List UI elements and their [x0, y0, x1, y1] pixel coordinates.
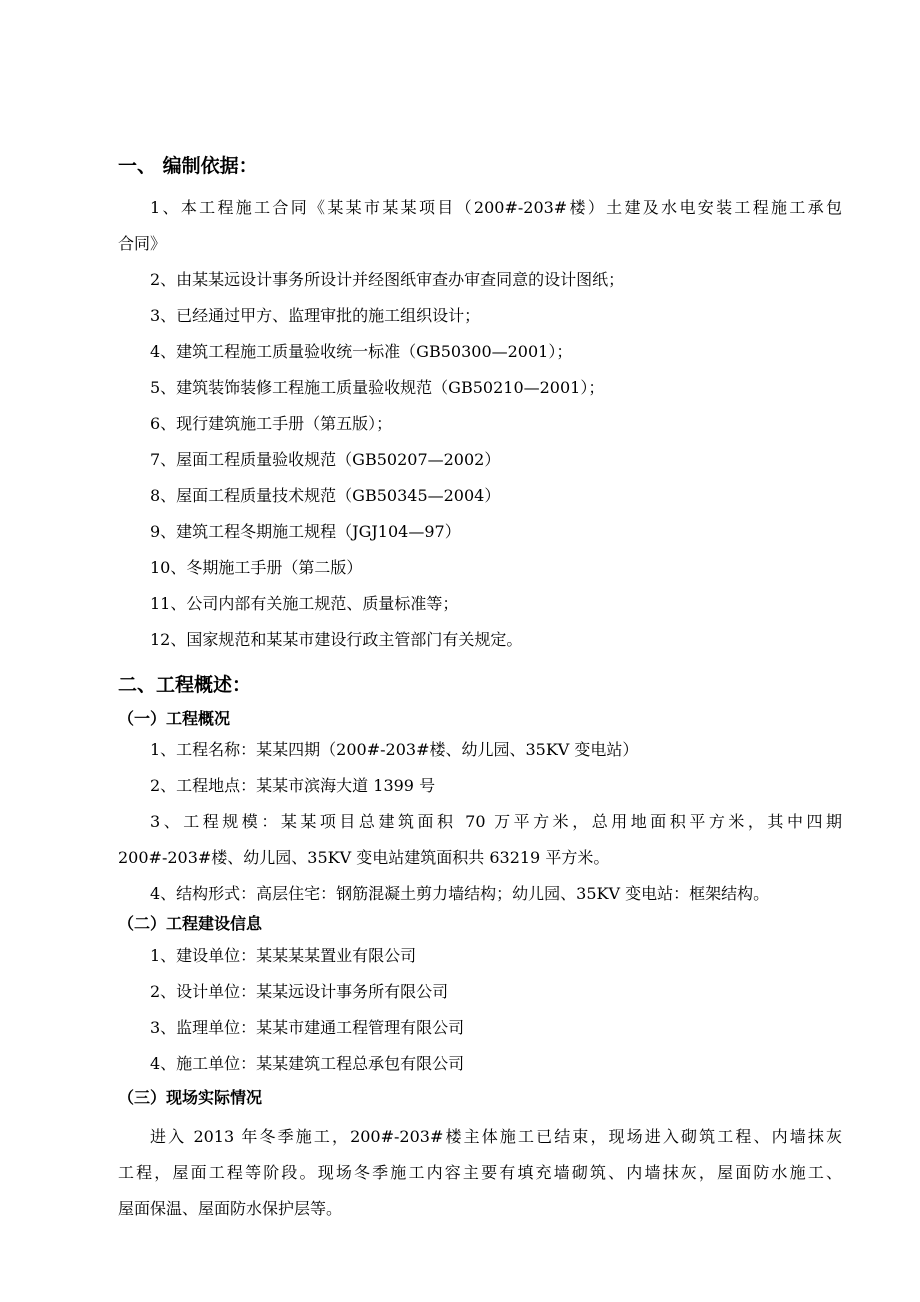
basis-item-3: 3、已经通过甲方、监理审批的施工组织设计；: [150, 306, 481, 325]
project-scale-line: 3、工程规模：某某项目总建筑面积 70 万平方米，总用地面积平方米，其中四期: [150, 812, 842, 831]
basis-item-6: 6、现行建筑施工手册（第五版）；: [150, 414, 393, 433]
site-status-line-1: 进入 2013 年冬季施工，200#-203#楼主体施工已结束，现场进入砌筑工程、内墙抹灰: [150, 1127, 842, 1146]
basis-item-8: 8、屋面工程质量技术规范（GB50345—2004）: [150, 486, 501, 505]
basis-item-12: 12、国家规范和某某市建设行政主管部门有关规定。: [150, 630, 523, 649]
subsection-overview-heading: （一）工程概况: [118, 709, 231, 728]
project-name-line: 1、工程名称：某某四期（200#-203#楼、幼儿园、35KV 变电站）: [150, 740, 639, 759]
basis-item-2: 2、由某某远设计事务所设计并经图纸审查办审查同意的设计图纸；: [150, 270, 625, 289]
subsection-site-heading: （三）现场实际情况: [118, 1088, 263, 1107]
basis-item-11: 11、公司内部有关施工规范、质量标准等；: [150, 594, 459, 613]
contractor-line: 4、施工单位：某某建筑工程总承包有限公司: [150, 1054, 465, 1073]
project-location-line: 2、工程地点：某某市滨海大道 1399 号: [150, 776, 436, 795]
basis-item-1: 1、本工程施工合同《某某市某某项目（200#-203#楼）土建及水电安装工程施工承包: [150, 198, 842, 217]
structure-type-line: 4、结构形式：高层住宅：钢筋混凝土剪力墙结构；幼儿园、35KV 变电站：框架结构。: [150, 884, 770, 903]
subsection-info-heading: （二）工程建设信息: [118, 914, 263, 933]
supervisor-line: 3、监理单位：某某市建通工程管理有限公司: [150, 1018, 465, 1037]
basis-item-4: 4、建筑工程施工质量验收统一标准（GB50300—2001）；: [150, 342, 573, 361]
section-2-heading: 二、工程概述：: [118, 674, 252, 696]
basis-item-7: 7、屋面工程质量验收规范（GB50207—2002）: [150, 450, 501, 469]
site-status-line-2: 工程，屋面工程等阶段。现场冬季施工内容主要有填充墙砌筑、内墙抹灰，屋面防水施工、: [118, 1163, 842, 1182]
site-status-line-3: 屋面保温、屋面防水保护层等。: [118, 1199, 343, 1218]
basis-item-5: 5、建筑装饰装修工程施工质量验收规范（GB50210—2001）；: [150, 378, 605, 397]
owner-line: 1、建设单位：某某某某置业有限公司: [150, 946, 417, 965]
project-scale-line-cont: 200#-203#楼、幼儿园、35KV 变电站建筑面积共 63219 平方米。: [118, 848, 610, 867]
designer-line: 2、设计单位：某某远设计事务所有限公司: [150, 982, 449, 1001]
basis-item-9: 9、建筑工程冬期施工规程（JGJ104—97）: [150, 522, 461, 541]
basis-item-1-cont: 合同》: [118, 234, 167, 253]
section-1-heading: 一、 编制依据：: [118, 155, 258, 177]
basis-item-10: 10、冬期施工手册（第二版）: [150, 558, 363, 577]
